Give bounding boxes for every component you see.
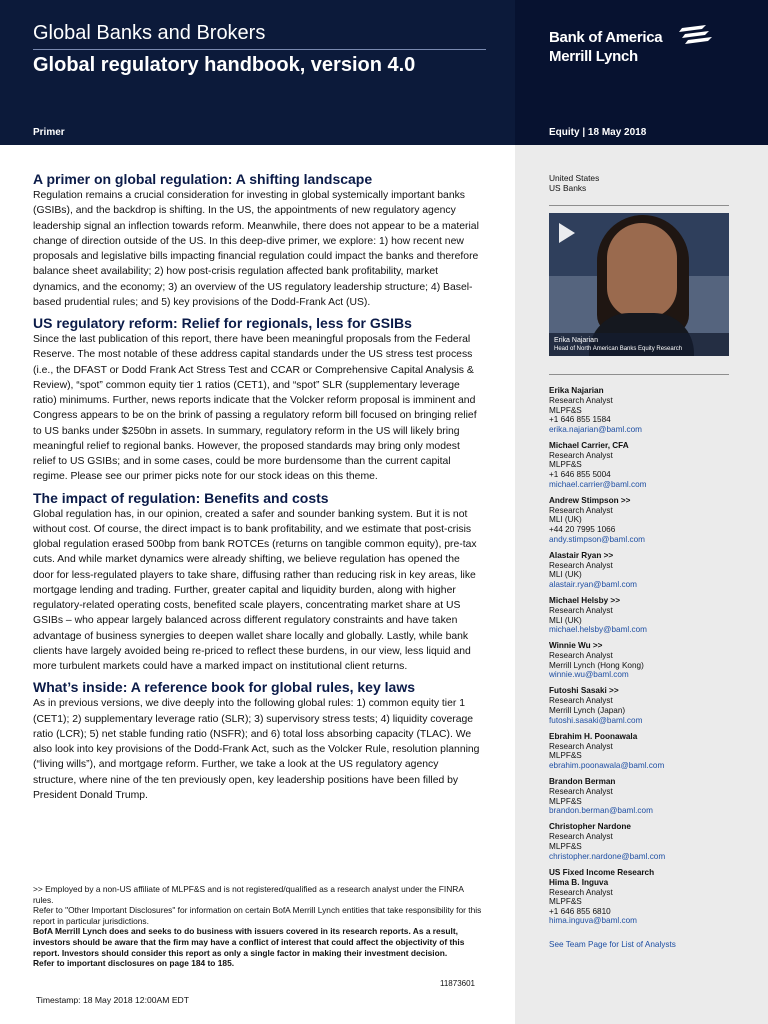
analyst-title: Research Analyst: [549, 560, 613, 570]
analyst-name: Michael Carrier, CFA: [549, 440, 629, 450]
analyst-email[interactable]: brandon.berman@baml.com: [549, 806, 653, 816]
analyst-title: Research Analyst: [549, 396, 613, 405]
section-heading: The impact of regulation: Benefits and costs: [33, 489, 329, 506]
logo-text-line1: Bank of America: [549, 29, 663, 46]
analyst-phone: +1 646 855 5004: [549, 470, 611, 480]
analyst-name: Michael Helsby >>: [549, 595, 620, 605]
document-id: 11873601: [440, 979, 475, 988]
analyst-entity: MLPF&S: [549, 897, 582, 907]
analyst-entity: MLPF&S: [549, 405, 582, 415]
analyst-card: [549, 868, 749, 926]
doc-type-label: Primer: [33, 127, 65, 138]
analyst-name: Andrew Stimpson >>: [549, 495, 631, 505]
analyst-entity: Merrill Lynch (Japan): [549, 706, 626, 716]
video-analyst-role: Head of North American Banks Equity Research: [554, 346, 683, 352]
video-caption: [549, 333, 729, 356]
analyst-email[interactable]: christopher.nardone@baml.com: [549, 851, 666, 861]
section-impact: [33, 489, 483, 675]
section-body: As in previous versions, we dive deeply into the following global rules: 1) common equity tier 1 (CET1); 2) supplementary leverage ratio (SLR); 3) supervisory stress tests; 4) liquidity coverage ratio (LCR); 5) net stable funding ratio (NSFR); and 6) total loss absorbing capacity (TLAC). We also look into key provisions of the Dodd-Frank Act, such as the Volcker Rule, resolution planning (“living wills”), and mortgage reform. Further, we take a look at the US regulatory agency structure, where nine of the ten previously open, key leadership positions have been filled by President Donald Trump.: [33, 698, 480, 801]
analyst-name: Futoshi Sasaki >>: [549, 686, 619, 696]
analyst-video[interactable]: [549, 213, 729, 356]
analyst-name: Hima B. Inguva: [549, 877, 609, 887]
footnotes: [33, 884, 485, 969]
section-heading: A primer on global regulation: A shifting landscape: [33, 171, 373, 187]
analyst-phone: +44 20 7995 1066: [549, 524, 616, 534]
brand-panel: [515, 0, 768, 145]
section-whats-inside: [33, 678, 483, 803]
analyst-entity: MLI (UK): [549, 570, 582, 580]
conflict-disclaimer: BofA Merrill Lynch does and seeks to do business with issuers covered in its research reports. As a result, investors should be aware that the firm may have a conflict of interest that could affect the objectivity of this report. Investors should consider this report as only a single factor in making their investment decision.: [33, 926, 465, 958]
title-divider: [33, 49, 486, 50]
analyst-email[interactable]: michael.carrier@baml.com: [549, 479, 647, 489]
series-title: Global Banks and Brokers: [33, 22, 266, 44]
analyst-email[interactable]: michael.helsby@baml.com: [549, 625, 647, 635]
report-date: Equity | 18 May 2018: [549, 127, 647, 138]
analyst-email[interactable]: winnie.wu@baml.com: [549, 670, 629, 680]
analyst-card: [549, 822, 749, 861]
analyst-card: [549, 777, 749, 816]
analyst-entity: Merrill Lynch (Hong Kong): [549, 660, 644, 670]
analyst-title: Research Analyst: [549, 832, 613, 842]
analyst-email[interactable]: erika.najarian@baml.com: [549, 424, 642, 434]
section-heading: What’s inside: A reference book for global rules, key laws: [33, 679, 415, 696]
analyst-name: Winnie Wu >>: [549, 641, 603, 651]
analyst-entity: MLPF&S: [549, 751, 582, 761]
region-country: United States: [549, 173, 600, 183]
analyst-card: [549, 732, 749, 771]
main-content: [33, 170, 483, 807]
analyst-name: Alastair Ryan >>: [549, 550, 614, 560]
analyst-name: Erika Najarian: [549, 386, 604, 395]
section-primer: [33, 170, 483, 310]
sidebar-divider: [549, 205, 729, 206]
analyst-email[interactable]: andy.stimpson@baml.com: [549, 534, 645, 544]
analyst-card: [549, 551, 749, 590]
video-portrait-face: [607, 223, 677, 318]
region-sector: US Banks: [549, 183, 587, 193]
section-body: Since the last publication of this report, there have been meaningful proposals from the Federal Reserve. The most notable of these address capital standards under the US stress test process (i.e., the DFAST or Dodd Frank Act Stress Test and CCAR or Comprehensive Capital Analysis & Review), “spot” common equity tier 1 ratios (CET1), and “spot” SLR (supplementary leverage ratio) minimums. Further, news reports indicate that the Volcker reform proposal is imminent and Congress appears to be on the brink of passing a regulatory reform bill focused on bringing relief to US banks under $250bn in assets. In summary, regulatory reform in the US will likely bring meaningful relief to regional banks. However, the proposed standards may bring only modest relief to US GSIBs; and in some cases, could be more burdensome than the current capital regime. Please see our primer picks note for our stock ideas on this theme.: [33, 334, 477, 483]
analyst-title: Research Analyst: [549, 651, 613, 661]
analyst-entity: MLPF&S: [549, 460, 582, 470]
logo-text-line2: Merrill Lynch: [549, 48, 638, 65]
section-body: Regulation remains a crucial consideration for investing in global systemically important banks (GSIBs), and the backdrop is shifting. In the US, the appointments of new regulatory agency leadership signal an inflection towards reform. Meanwhile, there does not appear to be a material change of direction outside of the US. In this deep-dive primer, we explore: 1) how recent new proposals and legislative bills impacting financial regulation could impact the banks and therefore balance sheet availability; 2) how post-crisis regulation affected bank profitability, market dynamics, and the economy; 3) an overview of the US regulatory leadership structure; 4) Basel-based prudential rules; and 5) key provisions of the Dodd-Frank Act (US).: [33, 190, 479, 308]
coverage-region: [549, 173, 599, 193]
analyst-name: Christopher Nardone: [549, 822, 631, 832]
analyst-email[interactable]: alastair.ryan@baml.com: [549, 579, 637, 589]
team-page-link[interactable]: See Team Page for List of Analysts: [549, 940, 676, 949]
analyst-card: [549, 641, 749, 680]
footnote-disclosures-ref: Refer to "Other Important Disclosures" for information on certain BofA Merrill Lynch entities that take responsibility for this report in particular jurisdictions.: [33, 905, 482, 926]
analyst-list: [549, 386, 749, 932]
analyst-card: [549, 686, 749, 725]
analyst-entity: MLPF&S: [549, 796, 582, 806]
analyst-card: [549, 596, 749, 635]
analyst-title: Research Analyst: [549, 450, 613, 460]
section-heading: US regulatory reform: Relief for regionals, less for GSIBs: [33, 315, 412, 331]
footnote-affiliate: >> Employed by a non-US affiliate of MLPF&S and is not registered/qualified as a research analyst under the FINRA rules.: [33, 884, 464, 905]
analyst-email[interactable]: ebrahim.poonawala@baml.com: [549, 760, 665, 770]
sidebar-divider: [549, 374, 729, 375]
analyst-title: Research Analyst: [549, 696, 613, 706]
analyst-phone: +1 646 855 1584: [549, 415, 611, 425]
analyst-card: [549, 496, 749, 544]
report-title: Global regulatory handbook, version 4.0: [33, 54, 416, 76]
analyst-email[interactable]: hima.inguva@baml.com: [549, 916, 637, 926]
analyst-title: Research Analyst: [549, 505, 613, 515]
flag-logo-icon: [676, 24, 714, 46]
analyst-entity: MLPF&S: [549, 841, 582, 851]
analyst-phone: +1 646 855 6810: [549, 906, 611, 916]
disclosures-page-ref: Refer to important disclosures on page 184 to 185.: [33, 958, 235, 969]
team-name: US Fixed Income Research: [549, 867, 655, 877]
analyst-name: Ebrahim H. Poonawala: [549, 731, 638, 741]
analyst-name: Brandon Berman: [549, 777, 616, 787]
analyst-card: [549, 441, 749, 489]
section-us-reform: [33, 314, 483, 485]
analyst-title: Research Analyst: [549, 887, 613, 897]
analyst-entity: MLI (UK): [549, 515, 582, 525]
analyst-title: Research Analyst: [549, 605, 613, 615]
analyst-title: Research Analyst: [549, 741, 613, 751]
analyst-card: [549, 386, 749, 434]
analyst-title: Research Analyst: [549, 787, 613, 797]
analyst-entity: MLI (UK): [549, 615, 582, 625]
timestamp: Timestamp: 18 May 2018 12:00AM EDT: [36, 995, 190, 1005]
analyst-email[interactable]: futoshi.sasaki@baml.com: [549, 715, 643, 725]
play-icon[interactable]: [559, 223, 575, 243]
section-body: Global regulation has, in our opinion, created a safer and sounder banking system. But it is not without cost. Of course, the direct impact is to bank profitability, and we estimate that post-crisis global regulation erased 500bp from bank ROTCEs (returns on tangible common equity), pre-tax cuts. And while market dynamics were already shifting, we believe regulation has opened the door for less-regulated players to take share, diffusing rather than reducing risk in key areas, like mortgage lending and trading. Further, greater capital and liquidity burden, along with higher regulatory-related operating costs, benefited scale players, concentrating market share at US GSIBs – who appear largely balanced across different regulatory constraints and have taken advantage of business synergies to deepen wallet share locally and globally. Lastly, while bank clients have largely avoided being re-priced to reflect these burdens, in our view, less liquid and more turbulent markets could have a marked impact on institutional client returns.: [33, 508, 477, 672]
video-analyst-name: Erika Najarian: [554, 337, 598, 344]
